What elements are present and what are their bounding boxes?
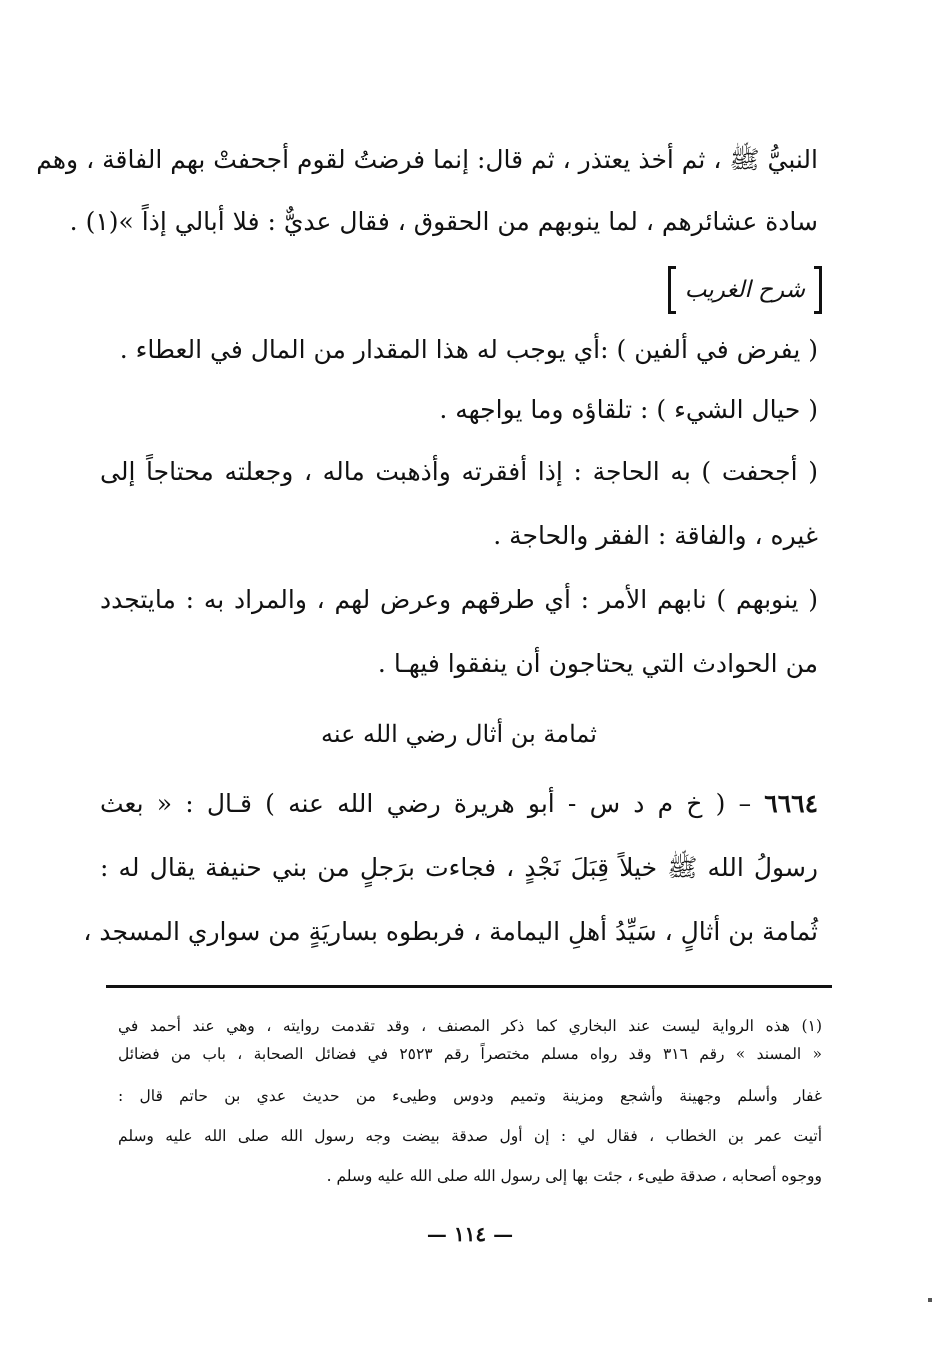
glossary-line-6: من الحوادث التي يحتاجون أن ينفقوا فيهـا . (377, 649, 818, 678)
body-line-1: النبيُّ ﷺ ، ثم أخذ يعتذر ، ثم قال: إنما فرضتُ لقوم أجحفتْ بهم الفاقة ، وهم (36, 145, 818, 174)
section-heading-sharh-al-gharib: شرح الغريب (668, 266, 822, 314)
footnote-line-3: غفار وأسلم وجهينة وأشجع ومزينة وتميم ودوس وطيىء من حديث عدي بن حاتم قال : (118, 1087, 822, 1105)
footnote-divider (106, 985, 832, 988)
footnote-line-2: « المسند » رقم ٣١٦ وقد رواه مسلم مختصراً رقم ٢٥٢٣ في فضائل الصحابة ، باب من فضائل (118, 1045, 823, 1063)
glossary-line-2: ( حيال الشيء ) : تلقاؤه وما يواجهه . (439, 395, 818, 424)
page-number: — ١١٤ — (426, 1222, 514, 1246)
hadith-line-1 (100, 784, 818, 824)
hadith-line-2: رسولُ الله ﷺ خيلاً قِبَلَ نَجْدٍ ، فجاءت برَجلٍ من بني حنيفة يقال له : (100, 853, 818, 882)
glossary-line-3: ( أجحفت ) به الحاجة : إذا أفقرته وأذهبت ماله ، وجعلته محتاجاً إلى (100, 457, 818, 486)
hadith-line-3: ثُمامة بن أثالٍ ، سَيِّدُ أهلِ اليمامة ، فربطوه بساريَةٍ من سواري المسجد ، (83, 917, 818, 946)
subsection-title: ثمامة بن أثال رضي الله عنه (321, 720, 597, 748)
glossary-line-5: ( ينوبهم ) نابهم الأمر : أي طرقهم وعرض لهم ، والمراد به : مايتجدد (100, 585, 818, 614)
footnote-line-5: ووجوه أصحابه ، صدقة طيىء ، جئت بها إلى رسول الله صلى الله عليه وسلم . (326, 1167, 822, 1185)
scan-speck (928, 1298, 932, 1302)
body-line-2: سادة عشائرهم ، لما ينوبهم من الحقوق ، فقال عديٌّ : فلا أبالي إذاً »(١) . (69, 207, 818, 236)
glossary-line-4: غيره ، والفاقة : الفقر والحاجة . (493, 521, 818, 550)
glossary-line-1: ( يفرض في ألفين ) :أي يوجب له هذا المقدار من المال في العطاء . (119, 335, 818, 364)
footnote-line-1: (١) هذه الرواية ليست عند البخاري كما ذكر المصنف ، وقد تقدمت روايته ، وهي عند أحمد في (118, 1017, 822, 1035)
hadith-number: ٦٦٦٤ (764, 789, 818, 818)
hadith-line-1-text: – ( خ م د س - أبو هريرة رضي الله عنه ) قـال : « بعث (100, 789, 752, 818)
footnote-line-4: أتيت عمر بن الخطاب ، فقال لي : إن أول صدقة بيضت وجه رسول الله صلى الله عليه وسلم (118, 1127, 822, 1145)
